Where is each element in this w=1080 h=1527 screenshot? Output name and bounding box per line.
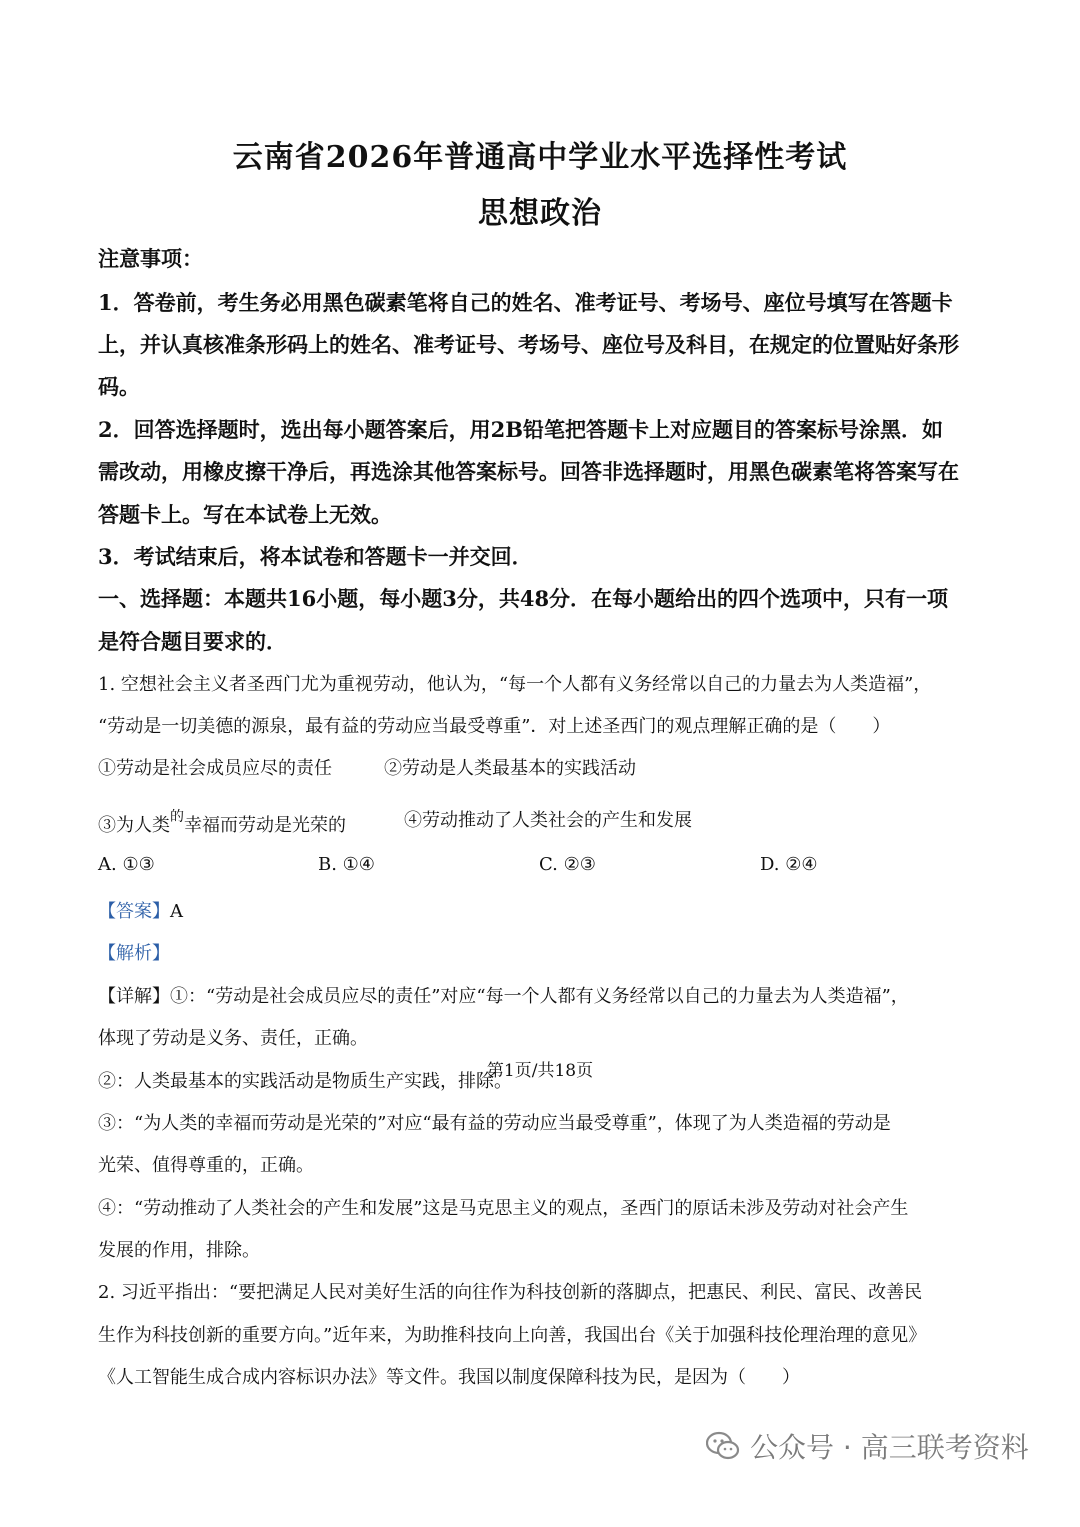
wechat-icon xyxy=(706,1431,740,1461)
q1-detail-line-6: ④：“劳动推动了人类社会的产生和发展”这是马克思主义的观点，圣西门的原话未涉及劳动对社会产生 xyxy=(98,1198,909,1219)
q1-option-a: A. ①③ xyxy=(98,854,155,875)
notice-item-3: 3．考试结束后，将本试卷和答题卡一并交回． xyxy=(98,544,533,569)
notice-item-1-line-3: 码。 xyxy=(98,374,140,399)
q1-option-d: D. ②④ xyxy=(760,854,818,875)
watermark xyxy=(706,1426,1029,1466)
notice-heading: 注意事项： xyxy=(98,246,203,271)
q1-answer xyxy=(98,897,183,923)
q1-option-c: C. ②③ xyxy=(539,854,596,875)
q1-option-b: B. ①④ xyxy=(318,854,375,875)
answer-value: A xyxy=(170,901,183,922)
q1-detail-line-2: 体现了劳动是义务、责任，正确。 xyxy=(98,1028,368,1049)
q1-detail-line-7: 发展的作用，排除。 xyxy=(98,1240,260,1261)
q1-statement-3-part-b: 幸福而劳动是光荣的 xyxy=(184,815,346,836)
q1-stem-line-2: “劳动是一切美德的源泉，最有益的劳动应当最受尊重”．对上述圣西门的观点理解正确的是（ ） xyxy=(98,716,891,737)
q1-detail-line-5: 光荣、值得尊重的，正确。 xyxy=(98,1155,314,1176)
q1-statement-3-part-a: ③为人类 xyxy=(98,815,170,836)
q2-stem-line-1: 2. 习近平指出：“要把满足人民对美好生活的向往作为科技创新的落脚点，把惠民、利民、富民、改善民 xyxy=(98,1282,923,1303)
answer-label: 【答案】 xyxy=(98,901,170,922)
watermark-text: 公众号 · 高三联考资料 xyxy=(750,1431,1029,1464)
q2-stem-line-3: 《人工智能生成合成内容标识办法》等文件。我国以制度保障科技为民，是因为（ ） xyxy=(98,1367,800,1388)
notice-item-2-line-3: 答题卡上。写在本试卷上无效。 xyxy=(98,502,392,527)
notice-item-2-line-1: 2．回答选择题时，选出每小题答案后，用2B铅笔把答题卡上对应题目的答案标号涂黑．如 xyxy=(98,417,943,442)
q1-statement-1: ①劳动是社会成员应尽的责任 xyxy=(98,758,332,779)
notice-item-1-line-2: 上，并认真核准条形码上的姓名、准考证号、考场号、座位号及科目，在规定的位置贴好条形 xyxy=(98,332,959,357)
exam-title: 云南省2026年普通高中学业水平选择性考试 xyxy=(232,140,848,175)
q1-statement-3 xyxy=(98,806,346,837)
q1-statement-4: ④劳动推动了人类社会的产生和发展 xyxy=(404,810,692,831)
analysis-label: 【解析】 xyxy=(98,943,170,964)
q1-statement-2: ②劳动是人类最基本的实践活动 xyxy=(384,758,636,779)
q1-stem-line-1: 1. 空想社会主义者圣西门尤为重视劳动，他认为，“每一个人都有义务经常以自己的力量去为人类造福”， xyxy=(98,674,932,695)
section-heading-line-2: 是符合题目要求的． xyxy=(98,629,287,654)
q1-detail-line-3: ②：人类最基本的实践活动是物质生产实践，排除。 xyxy=(98,1071,512,1092)
exam-subject: 思想政治 xyxy=(478,196,602,231)
notice-item-1-line-1: 1．答卷前，考生务必用黑色碳素笔将自己的姓名、准考证号、考场号、座位号填写在答题卡 xyxy=(98,290,953,315)
q1-detail-line-4: ③：“为人类的幸福而劳动是光荣的”对应“最有益的劳动应当最受尊重”，体现了为人类造福的劳动是 xyxy=(98,1113,891,1134)
q1-statement-3-sup: 的 xyxy=(170,809,184,825)
section-heading-line-1: 一、选择题：本题共16小题，每小题3分，共48分．在每小题给出的四个选项中，只有一项 xyxy=(98,586,949,611)
q2-stem-line-2: 生作为科技创新的重要方向。”近年来，为助推科技向上向善，我国出台《关于加强科技伦理治理的意见》 xyxy=(98,1325,927,1346)
page-footer: 第1页/共18页 xyxy=(486,1061,594,1081)
q1-detail-line-1: 【详解】①：“劳动是社会成员应尽的责任”对应“每一个人都有义务经常以自己的力量去为人类造福”， xyxy=(98,986,909,1007)
notice-item-2-line-2: 需改动，用橡皮擦干净后，再选涂其他答案标号。回答非选择题时，用黑色碳素笔将答案写在 xyxy=(98,459,959,484)
